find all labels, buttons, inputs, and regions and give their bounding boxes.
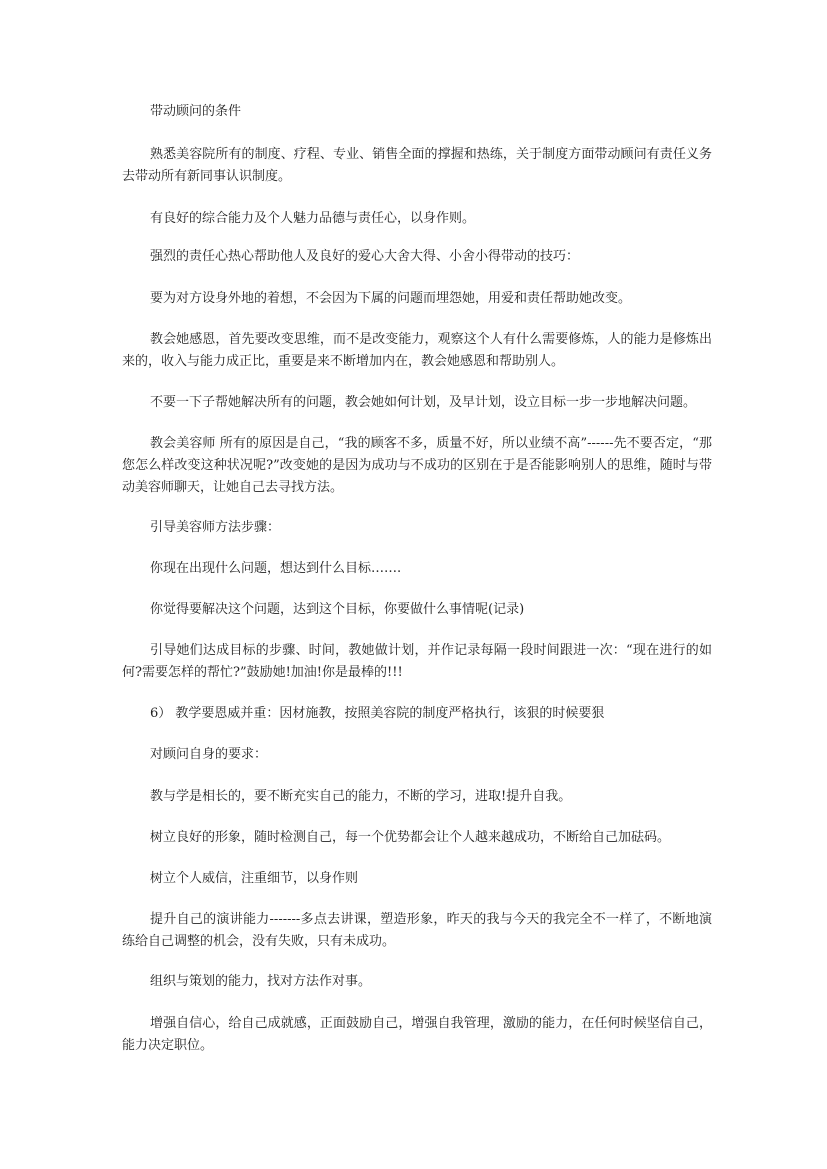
paragraph: 你现在出现什么问题，想达到什么目标……. [150,561,402,576]
paragraph: 教与学是相长的，要不断充实自己的能力，不断的学习，进取!提升自我。 [150,789,572,804]
paragraph: 引导美容师方法步骤： [150,520,281,535]
section-heading: 带动顾问的条件 [150,104,242,119]
paragraph: 对顾问自身的要求： [150,747,268,762]
paragraph: 树立个人威信，注重细节，以身作则 [150,871,359,886]
paragraph: 引导她们达成目标的步骤、时间，教她做计划，并作记录每隔一段时间跟进一次：“现在进行的如何?需要怎样的帮忙?”鼓励她!加油!你是最棒的!!! [122,643,712,680]
paragraph: 不要一下子帮她解决所有的问题，教会她如何计划，及早计划，设立目标一步一步地解决问题。 [150,395,697,410]
paragraph: 你觉得要解决这个问题，达到这个目标，你要做什么事情呢(记录) [150,602,525,617]
paragraph: 组织与策划的能力，找对方法作对事。 [150,974,372,989]
paragraph: 教会她感恩，首先要改变思维，而不是改变能力，观察这个人有什么需要修炼，人的能力是修炼出来的，收入与能力成正比，重要是来不断增加内在，教会她感恩和帮助别人。 [122,332,712,369]
paragraph: 熟悉美容院所有的制度、疗程、专业、销售全面的撑握和热练，关于制度方面带动顾问有责任义务去带动所有新同事认识制度。 [122,147,712,184]
paragraph: 树立良好的形象，随时检测自己，每一个优势都会让个人越来越成功，不断给自己加砝码。 [150,830,671,845]
paragraph: 强烈的责任心热心帮助他人及良好的爱心大舍大得、小舍小得带动的技巧： [150,249,580,264]
paragraph: 要为对方设身外地的着想，不会因为下属的问题而埋怨她，用爱和责任帮助她改变。 [150,291,632,306]
paragraph: 6） 教学要恩威并重：因材施教，按照美容院的制度严格执行，该狠的时候要狠 [150,706,605,721]
paragraph: 提升自己的演讲能力-------多点去讲课，塑造形象，昨天的我与今天的我完全不一样了，不断地演练给自己调整的机会，没有失败，只有未成功。 [122,912,712,949]
paragraph: 增强自信心，给自己成就感，正面鼓励自己，增强自我管理，激励的能力，在任何时候坚信自己，能力决定职位。 [122,1016,712,1053]
paragraph: 教会美容师 所有的原因是自己，“我的顾客不多，质量不好，所以业绩不高”------先不要否定，“那您怎么样改变这种状况呢?”改变她的是因为成功与不成功的区别在于是否能影响别人的思维，随时与带动美容师聊天，让她自己去寻找方法。 [122,436,712,495]
paragraph: 有良好的综合能力及个人魅力品德与责任心，以身作则。 [150,211,476,226]
